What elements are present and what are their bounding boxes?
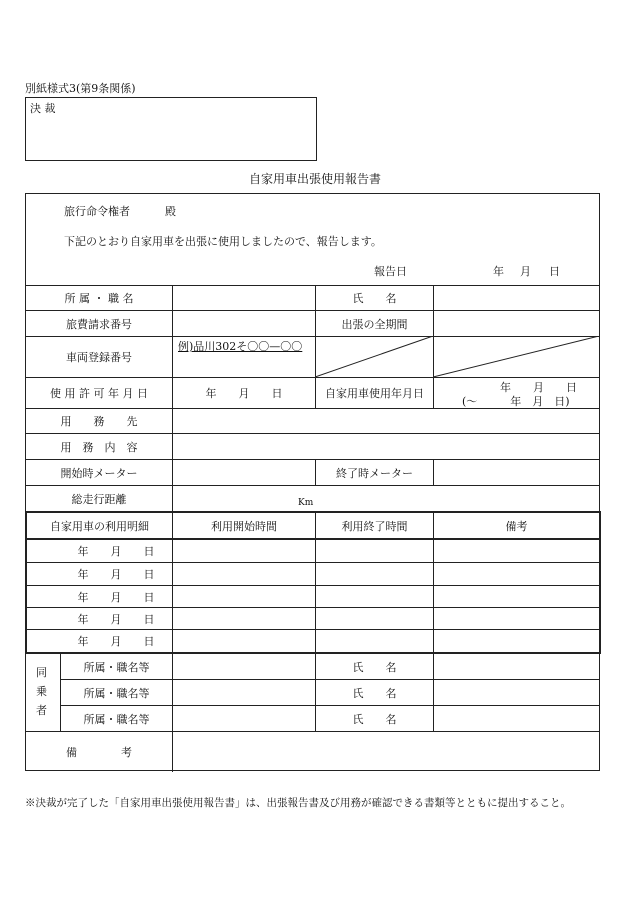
passenger-affiliation-label: 所属・職名等 bbox=[83, 712, 150, 726]
passenger-group-label: 同 乗 者 bbox=[36, 666, 47, 717]
end-meter-label: 終了時メーター bbox=[336, 466, 413, 480]
usage-row-date[interactable]: 年 月 日 bbox=[77, 635, 155, 648]
passenger-name-label: 氏 名 bbox=[352, 686, 397, 700]
diagonal-strike bbox=[315, 336, 434, 378]
km-unit: Km bbox=[298, 498, 314, 508]
car-use-date-value[interactable]: 年 月 日 bbox=[500, 381, 577, 394]
approval-label: 決 裁 bbox=[30, 102, 56, 115]
purpose-label: 用 務 内 容 bbox=[60, 440, 138, 454]
passenger-affiliation-label: 所属・職名等 bbox=[83, 686, 150, 700]
passenger-name-label: 氏 名 bbox=[352, 712, 397, 726]
usage-header-remarks: 備考 bbox=[505, 519, 528, 533]
statement-text: 下記のとおり自家用車を出張に使用しましたので、報告します。 bbox=[64, 235, 382, 248]
start-meter-label: 開始時メーター bbox=[60, 466, 138, 480]
vehicle-reg-label: 車両登録番号 bbox=[66, 351, 132, 364]
approval-box bbox=[25, 97, 317, 161]
usage-row-date[interactable]: 年 月 日 bbox=[77, 545, 155, 558]
usage-row-date[interactable]: 年 月 日 bbox=[77, 612, 155, 626]
diagonal-strike bbox=[433, 336, 600, 378]
permit-date-label: 使 用 許 可 年 月 日 bbox=[50, 387, 148, 400]
permit-date-value[interactable]: 年 月 日 bbox=[205, 387, 283, 400]
passenger-affiliation-label: 所属・職名等 bbox=[83, 660, 150, 674]
passenger-name-label: 氏 名 bbox=[352, 660, 397, 674]
car-use-date-range[interactable]: (～ 年 月 日) bbox=[462, 395, 570, 408]
page-title: 自家用車出張使用報告書 bbox=[248, 172, 381, 186]
vehicle-reg-example[interactable]: 例)品川302そ〇〇—〇〇 bbox=[178, 340, 303, 353]
remarks-label: 備 考 bbox=[66, 745, 132, 759]
usage-header-start: 利用開始時間 bbox=[211, 519, 277, 533]
report-date-month[interactable]: 月 bbox=[520, 265, 531, 278]
affiliation-label: 所 属 ・ 職 名 bbox=[64, 292, 134, 305]
usage-header-end: 利用終了時間 bbox=[341, 519, 408, 533]
destination-label: 用 務 先 bbox=[60, 415, 138, 428]
report-date-label: 報告日 bbox=[374, 265, 407, 278]
report-date-year[interactable]: 年 bbox=[493, 265, 504, 278]
usage-row-date[interactable]: 年 月 日 bbox=[77, 568, 155, 581]
form-code: 別紙様式3(第9条関係) bbox=[25, 82, 136, 95]
authority-label: 旅行命令権者 bbox=[64, 205, 130, 218]
usage-row-date[interactable]: 年 月 日 bbox=[77, 590, 155, 604]
usage-header-detail: 自家用車の利用明細 bbox=[50, 519, 149, 533]
trip-period-label: 出張の全期間 bbox=[341, 317, 408, 331]
name-label: 氏 名 bbox=[352, 292, 397, 305]
total-distance-label: 総走行距離 bbox=[71, 492, 127, 506]
honorific-label: 殿 bbox=[165, 205, 176, 218]
travel-claim-label: 旅費請求番号 bbox=[66, 317, 132, 331]
car-use-date-label: 自家用車使用年月日 bbox=[325, 387, 424, 400]
footnote: ※決裁が完了した「自家用車出張使用報告書」は、出張報告書及び用務が確認できる書類等とともに提出すること。 bbox=[25, 797, 571, 809]
report-date-day[interactable]: 日 bbox=[549, 265, 560, 278]
